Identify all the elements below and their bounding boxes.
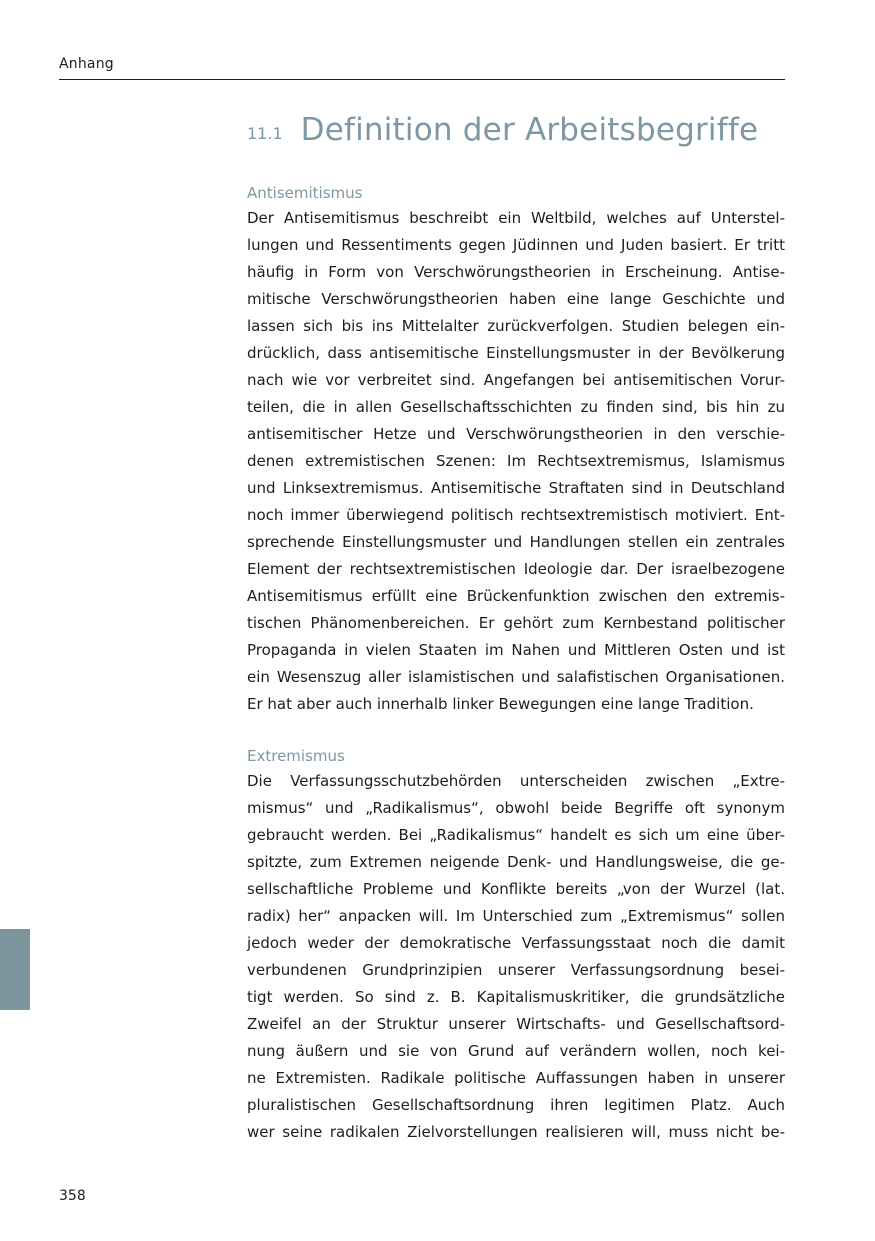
text-line: ein Wesenszug aller islamistischen und salafistischen Organisationen.	[247, 668, 785, 686]
text-line: Antisemitismus erfüllt eine Brückenfunktion zwischen den extremis-	[247, 587, 785, 605]
text-line: jedoch weder der demokratische Verfassungsstaat noch die damit	[247, 934, 785, 952]
text-line: noch immer überwiegend politisch rechtsextremistisch motiviert. Ent-	[247, 506, 785, 524]
text-line: häufig in Form von Verschwörungstheorien in Erscheinung. Antise-	[247, 263, 785, 281]
text-line: sellschaftliche Probleme und Konflikte bereits „von der Wurzel (lat.	[247, 880, 785, 898]
text-line: nung äußern und sie von Grund auf verändern wollen, noch kei-	[247, 1042, 785, 1060]
paragraph-gap	[247, 718, 785, 745]
section-heading	[247, 112, 807, 148]
text-line: teilen, die in allen Gesellschaftsschichten zu finden sind, bis hin zu	[247, 398, 785, 416]
text-line: lassen sich bis ins Mittelalter zurückverfolgen. Studien belegen ein-	[247, 317, 785, 335]
entry-extremismus	[247, 745, 785, 1146]
text-line: nach wie vor verbreitet sind. Angefangen bei antisemitischen Vorur-	[247, 371, 785, 389]
text-line: mismus“ und „Radikalismus“, obwohl beide Begriffe oft synonym	[247, 799, 785, 817]
definitions-body	[247, 182, 785, 1146]
text-line: Element der rechtsextremistischen Ideologie dar. Der israelbezogene	[247, 560, 785, 578]
term-heading: Extremismus	[247, 747, 345, 765]
text-line: sprechende Einstellungsmuster und Handlungen stellen ein zentrales	[247, 533, 785, 551]
text-line: radix) her“ anpacken will. Im Unterschied zum „Extremismus“ sollen	[247, 907, 785, 925]
header-rule	[59, 79, 785, 80]
text-line: und Linksextremismus. Antisemitische Straftaten sind in Deutschland	[247, 479, 785, 497]
text-line: Die Verfassungsschutzbehörden unterscheiden zwischen „Extre-	[247, 772, 785, 790]
text-line: pluralistischen Gesellschaftsordnung ihren legitimen Platz. Auch	[247, 1096, 785, 1114]
term-heading: Antisemitismus	[247, 184, 363, 202]
text-line: spitzte, zum Extremen neigende Denk- und Handlungsweise, die ge-	[247, 853, 785, 871]
section-number: 11.1	[247, 124, 283, 143]
text-line: mitische Verschwörungstheorien haben eine lange Geschichte und	[247, 290, 785, 308]
entry-antisemitismus	[247, 182, 785, 718]
text-line: Zweifel an der Struktur unserer Wirtschafts- und Gesellschaftsord-	[247, 1015, 785, 1033]
page-number: 358	[59, 1188, 86, 1204]
text-line: verbundenen Grundprinzipien unserer Verfassungsordnung besei-	[247, 961, 785, 979]
text-line: Der Antisemitismus beschreibt ein Weltbild, welches auf Unterstel-	[247, 209, 785, 227]
text-line: Er hat aber auch innerhalb linker Bewegungen eine lange Tradition.	[247, 695, 754, 713]
text-line: lungen und Ressentiments gegen Jüdinnen und Juden basiert. Er tritt	[247, 236, 785, 254]
chapter-side-tab	[0, 929, 30, 1010]
text-line: gebraucht werden. Bei „Radikalismus“ handelt es sich um eine über-	[247, 826, 785, 844]
text-line: denen extremistischen Szenen: Im Rechtsextremismus, Islamismus	[247, 452, 785, 470]
text-line: wer seine radikalen Zielvorstellungen realisieren will, muss nicht be-	[247, 1123, 785, 1141]
text-line: Propaganda in vielen Staaten im Nahen und Mittleren Osten und ist	[247, 641, 785, 659]
text-line: drücklich, dass antisemitische Einstellungsmuster in der Bevölkerung	[247, 344, 785, 362]
entry-text	[247, 205, 785, 718]
section-title: Definition der Arbeitsbegriffe	[300, 112, 759, 148]
running-head: Anhang	[59, 56, 114, 72]
text-line: tischen Phänomenbereichen. Er gehört zum Kernbestand politischer	[247, 614, 785, 632]
text-line: ne Extremisten. Radikale politische Auffassungen haben in unserer	[247, 1069, 785, 1087]
text-line: antisemitischer Hetze und Verschwörungstheorien in den verschie-	[247, 425, 785, 443]
text-line: tigt werden. So sind z. B. Kapitalismuskritiker, die grundsätzliche	[247, 988, 785, 1006]
entry-text	[247, 768, 785, 1146]
